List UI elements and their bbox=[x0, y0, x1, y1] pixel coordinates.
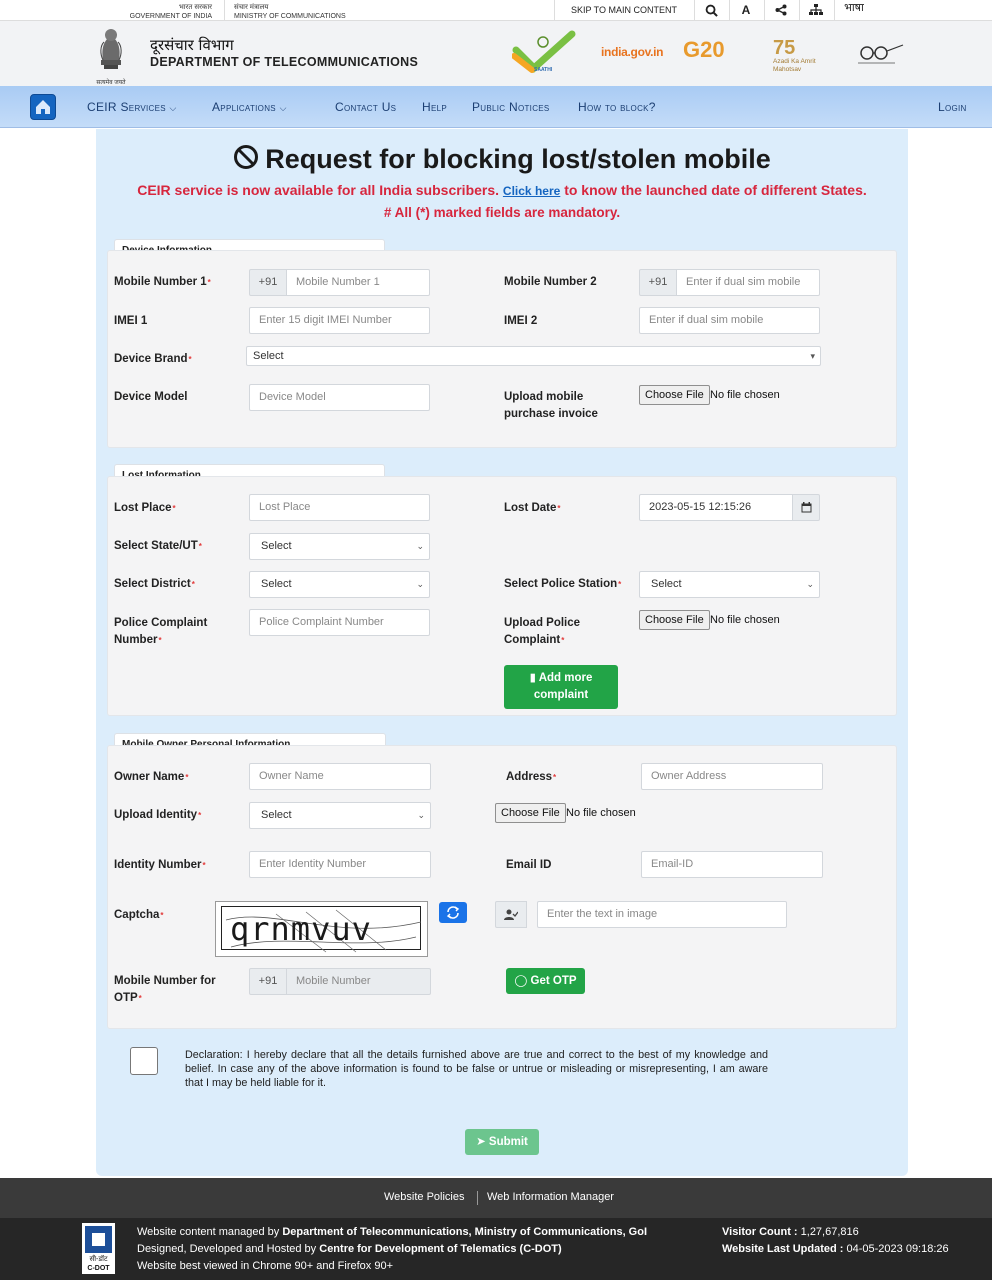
mandatory-note: # All (*) marked fields are mandatory. bbox=[383, 205, 621, 220]
invoice-file-status: No file chosen bbox=[710, 389, 780, 401]
gov-india-hindi: भारत सरकार bbox=[178, 4, 212, 11]
select-value: Select bbox=[261, 809, 292, 821]
complaint-file-status: No file chosen bbox=[710, 614, 780, 626]
email-label: Email ID bbox=[506, 859, 552, 871]
mobile2-label: Mobile Number 2 bbox=[504, 276, 597, 288]
label-text: Mobile Number for OTP bbox=[114, 975, 216, 1004]
button-label: Submit bbox=[488, 1136, 528, 1148]
address-input[interactable]: Owner Address bbox=[641, 763, 823, 790]
label-text: Select District bbox=[114, 578, 191, 590]
visitor-label: Visitor Count : bbox=[722, 1226, 798, 1238]
block-request-form bbox=[96, 129, 908, 1176]
top-utility-bar bbox=[0, 0, 992, 21]
divider bbox=[477, 1191, 478, 1205]
main-navigation bbox=[0, 86, 992, 128]
police-station-label: Select Police Station* bbox=[504, 578, 622, 590]
device-model-input[interactable]: Device Model bbox=[249, 384, 430, 411]
font-size-icon[interactable]: A bbox=[741, 3, 751, 17]
imei1-label: IMEI 1 bbox=[114, 315, 148, 327]
calendar-icon[interactable] bbox=[792, 494, 820, 521]
saathi-logo[interactable] bbox=[512, 30, 576, 76]
designed-by-line bbox=[137, 1241, 562, 1258]
nav-applications[interactable] bbox=[212, 86, 287, 128]
invoice-choose-file-button[interactable]: Choose File bbox=[639, 385, 710, 405]
notice-text-end: to know the launched date of different States. bbox=[564, 182, 867, 198]
national-emblem-logo[interactable] bbox=[92, 26, 130, 86]
label-text: Mobile Number 1 bbox=[114, 276, 207, 288]
mobile1-label: Mobile Number 1* bbox=[114, 276, 211, 288]
complaint-choose-file-button[interactable]: Choose File bbox=[639, 610, 710, 630]
updated-value: 04-05-2023 09:18:26 bbox=[846, 1243, 949, 1255]
police-station-select[interactable] bbox=[639, 571, 820, 598]
label-text: Lost Date bbox=[504, 502, 557, 514]
refresh-captcha-icon[interactable] bbox=[439, 902, 467, 923]
select-value: Select bbox=[261, 578, 292, 590]
country-code-prefix: +91 bbox=[639, 269, 677, 296]
skip-to-main-link[interactable]: SKIP TO MAIN CONTENT bbox=[570, 5, 678, 15]
lost-date-input[interactable]: 2023-05-15 12:15:26 bbox=[639, 494, 794, 521]
website-policies-link[interactable]: Website Policies bbox=[384, 1191, 465, 1203]
nav-label: Applications bbox=[212, 100, 276, 114]
chevron-down-icon: ▾ bbox=[810, 351, 815, 361]
ministry-label bbox=[234, 3, 346, 21]
last-updated bbox=[722, 1241, 949, 1258]
owner-name-label: Owner Name* bbox=[114, 771, 189, 783]
text: Designed, Developed and Hosted by bbox=[137, 1243, 317, 1255]
ministry-english: MINISTRY OF COMMUNICATIONS bbox=[234, 13, 346, 20]
g20-logo[interactable] bbox=[683, 37, 725, 63]
identity-choose-file-button[interactable]: Choose File bbox=[495, 803, 566, 823]
send-icon: ➤ bbox=[476, 1136, 486, 1148]
chevron-down-icon: ⌄ bbox=[417, 810, 425, 820]
captcha-label: Captcha* bbox=[114, 909, 164, 921]
device-model-label: Device Model bbox=[114, 391, 188, 403]
device-brand-select[interactable] bbox=[246, 346, 821, 366]
nav-label: CEIR Services bbox=[87, 100, 166, 114]
label-text: Select State/UT bbox=[114, 540, 198, 552]
page-title bbox=[96, 142, 908, 178]
lost-date-label: Lost Date* bbox=[504, 502, 561, 514]
nav-login[interactable]: Login bbox=[938, 100, 967, 114]
imei2-input[interactable]: Enter if dual sim mobile bbox=[639, 307, 820, 334]
label-text: Upload Identity bbox=[114, 809, 198, 821]
footer-info bbox=[0, 1218, 992, 1280]
divider bbox=[224, 0, 225, 21]
chevron-down-icon: ⌵ bbox=[169, 103, 177, 113]
notice-text: CEIR service is now available for all India subscribers. bbox=[137, 182, 500, 198]
nav-help[interactable]: Help bbox=[422, 100, 447, 114]
managed-by-line bbox=[137, 1224, 647, 1241]
add-more-complaint-button[interactable] bbox=[504, 665, 618, 709]
share-icon[interactable] bbox=[765, 0, 797, 21]
district-label: Select District* bbox=[114, 578, 195, 590]
label-text: Address bbox=[506, 771, 553, 783]
cdot-logo bbox=[82, 1223, 115, 1274]
text-bold: Centre for Development of Telematics (C-DOT) bbox=[319, 1243, 562, 1255]
file-icon: ▮ bbox=[529, 672, 536, 684]
label-text: Select Police Station bbox=[504, 578, 618, 590]
upload-complaint-label: Upload Police Complaint* bbox=[504, 617, 581, 646]
home-icon[interactable] bbox=[30, 94, 56, 120]
divider bbox=[554, 0, 555, 21]
user-check-icon bbox=[495, 901, 527, 928]
page-title-text: Request for blocking lost/stolen mobile bbox=[265, 144, 771, 174]
search-icon[interactable] bbox=[695, 0, 727, 21]
sitemap-icon[interactable] bbox=[800, 0, 832, 21]
complaint-number-input[interactable]: Police Complaint Number bbox=[249, 609, 430, 636]
azadi-ka-amrit-mahotsav-logo[interactable]: 75 Azadi Ka Amrit Mahotsav bbox=[773, 38, 825, 72]
chevron-down-icon: ⌄ bbox=[416, 579, 424, 589]
label-text: Lost Place bbox=[114, 502, 172, 514]
azadi-text: Azadi Ka Amrit Mahotsav bbox=[773, 58, 816, 73]
india-gov-text: india.gov.in bbox=[601, 45, 664, 59]
label-text: Device Brand bbox=[114, 353, 188, 365]
saathi-text: SAATHI bbox=[534, 67, 553, 73]
nav-public-notices[interactable]: Public Notices bbox=[472, 100, 550, 114]
select-value: Select bbox=[253, 350, 284, 362]
mobile1-input[interactable]: Mobile Number 1 bbox=[286, 269, 430, 296]
click-here-link[interactable]: Click here bbox=[502, 184, 561, 198]
invoice-upload-label: Upload mobile purchase invoice bbox=[504, 391, 598, 420]
chevron-down-icon: ⌵ bbox=[279, 103, 287, 113]
select-value: Select bbox=[651, 578, 682, 590]
chevron-down-icon: ⌄ bbox=[806, 579, 814, 589]
label-text: Upload Police Complaint bbox=[504, 617, 581, 646]
ban-icon bbox=[233, 144, 259, 178]
upload-identity-label: Upload Identity* bbox=[114, 809, 202, 821]
lost-place-input[interactable]: Lost Place bbox=[249, 494, 430, 521]
visitor-value: 1,27,67,816 bbox=[800, 1226, 859, 1238]
submit-button[interactable] bbox=[465, 1129, 539, 1155]
identity-type-select[interactable] bbox=[249, 802, 431, 829]
gov-india-label bbox=[128, 3, 212, 21]
button-label: Add more complaint bbox=[533, 672, 593, 701]
device-brand-label: Device Brand* bbox=[114, 353, 192, 365]
otp-mobile-input[interactable]: Mobile Number bbox=[286, 968, 431, 995]
text: Website content managed by bbox=[137, 1226, 280, 1238]
nav-how-to-block[interactable]: How to block? bbox=[578, 100, 656, 114]
declaration-checkbox[interactable] bbox=[130, 1047, 158, 1075]
best-viewed-line: Website best viewed in Chrome 90+ and Firefox 90+ bbox=[137, 1260, 393, 1272]
divider bbox=[834, 0, 835, 21]
country-code-prefix: +91 bbox=[249, 269, 287, 296]
g20-text: G20 bbox=[683, 37, 725, 62]
gov-india-english: GOVERNMENT OF INDIA bbox=[129, 13, 212, 20]
get-otp-button[interactable] bbox=[506, 968, 585, 994]
text-bold: Department of Telecommunications, Ministry of Communications, GoI bbox=[282, 1226, 648, 1238]
label-text: Police Complaint Number bbox=[114, 617, 208, 646]
label-text: Captcha bbox=[114, 909, 160, 921]
updated-label: Website Last Updated : bbox=[722, 1243, 844, 1255]
notice-line bbox=[96, 181, 908, 200]
footer-links-bar bbox=[0, 1178, 992, 1218]
visitor-count bbox=[722, 1224, 859, 1241]
email-input[interactable]: Email-ID bbox=[641, 851, 823, 878]
label-text: Owner Name bbox=[114, 771, 185, 783]
state-select[interactable] bbox=[249, 533, 430, 560]
country-code-prefix: +91 bbox=[249, 968, 287, 995]
address-label: Address* bbox=[506, 771, 557, 783]
web-info-manager-link[interactable]: Web Information Manager bbox=[487, 1191, 614, 1203]
otp-mobile-label: Mobile Number for OTP* bbox=[114, 975, 216, 1004]
emblem-caption: सत्यमेव जयते bbox=[96, 80, 126, 86]
india-gov-logo[interactable] bbox=[601, 45, 663, 59]
identity-number-input[interactable]: Enter Identity Number bbox=[249, 851, 431, 878]
captcha-image bbox=[215, 901, 428, 957]
imei2-label: IMEI 2 bbox=[504, 315, 538, 327]
complaint-number-label: Police Complaint Number* bbox=[114, 617, 208, 646]
select-value: Select bbox=[261, 540, 292, 552]
declaration-text: Declaration: I hereby declare that all the details furnished above are true and correct to the best of my knowledge and belief. In case any of the above information is found to be false or untrue or misleading or misrepresenting, I am aware that I may be held liable for it. bbox=[185, 1049, 768, 1089]
lost-place-label: Lost Place* bbox=[114, 502, 176, 514]
cdot-english: C-DOT bbox=[87, 1265, 110, 1272]
imei1-input[interactable]: Enter 15 digit IMEI Number bbox=[249, 307, 430, 334]
whatsapp-chat-icon: ◯ bbox=[514, 975, 528, 987]
district-select[interactable] bbox=[249, 571, 430, 598]
site-header bbox=[0, 21, 992, 86]
language-selector[interactable]: भाषा bbox=[844, 2, 864, 14]
chevron-down-icon: ⌄ bbox=[416, 541, 424, 551]
state-label: Select State/UT* bbox=[114, 540, 202, 552]
captcha-input[interactable]: Enter the text in image bbox=[537, 901, 787, 928]
label-text: Identity Number bbox=[114, 859, 202, 871]
button-label: Get OTP bbox=[530, 975, 577, 987]
ministry-hindi: संचार मंत्रालय bbox=[234, 4, 269, 11]
swachh-bharat-logo[interactable] bbox=[855, 43, 905, 67]
cdot-hindi: सी-डॉट bbox=[89, 1256, 108, 1263]
dept-name-english: DEPARTMENT OF TELECOMMUNICATIONS bbox=[150, 55, 419, 69]
identity-file-status: No file chosen bbox=[566, 807, 636, 819]
nav-ceir-services[interactable] bbox=[87, 86, 177, 128]
dept-name-hindi: दूरसंचार विभाग bbox=[150, 36, 234, 54]
mobile2-input[interactable]: Enter if dual sim mobile bbox=[676, 269, 820, 296]
nav-contact-us[interactable]: Contact Us bbox=[335, 100, 397, 114]
identity-number-label: Identity Number* bbox=[114, 859, 206, 871]
owner-name-input[interactable]: Owner Name bbox=[249, 763, 431, 790]
captcha-text: qrnmvuv bbox=[230, 910, 372, 948]
